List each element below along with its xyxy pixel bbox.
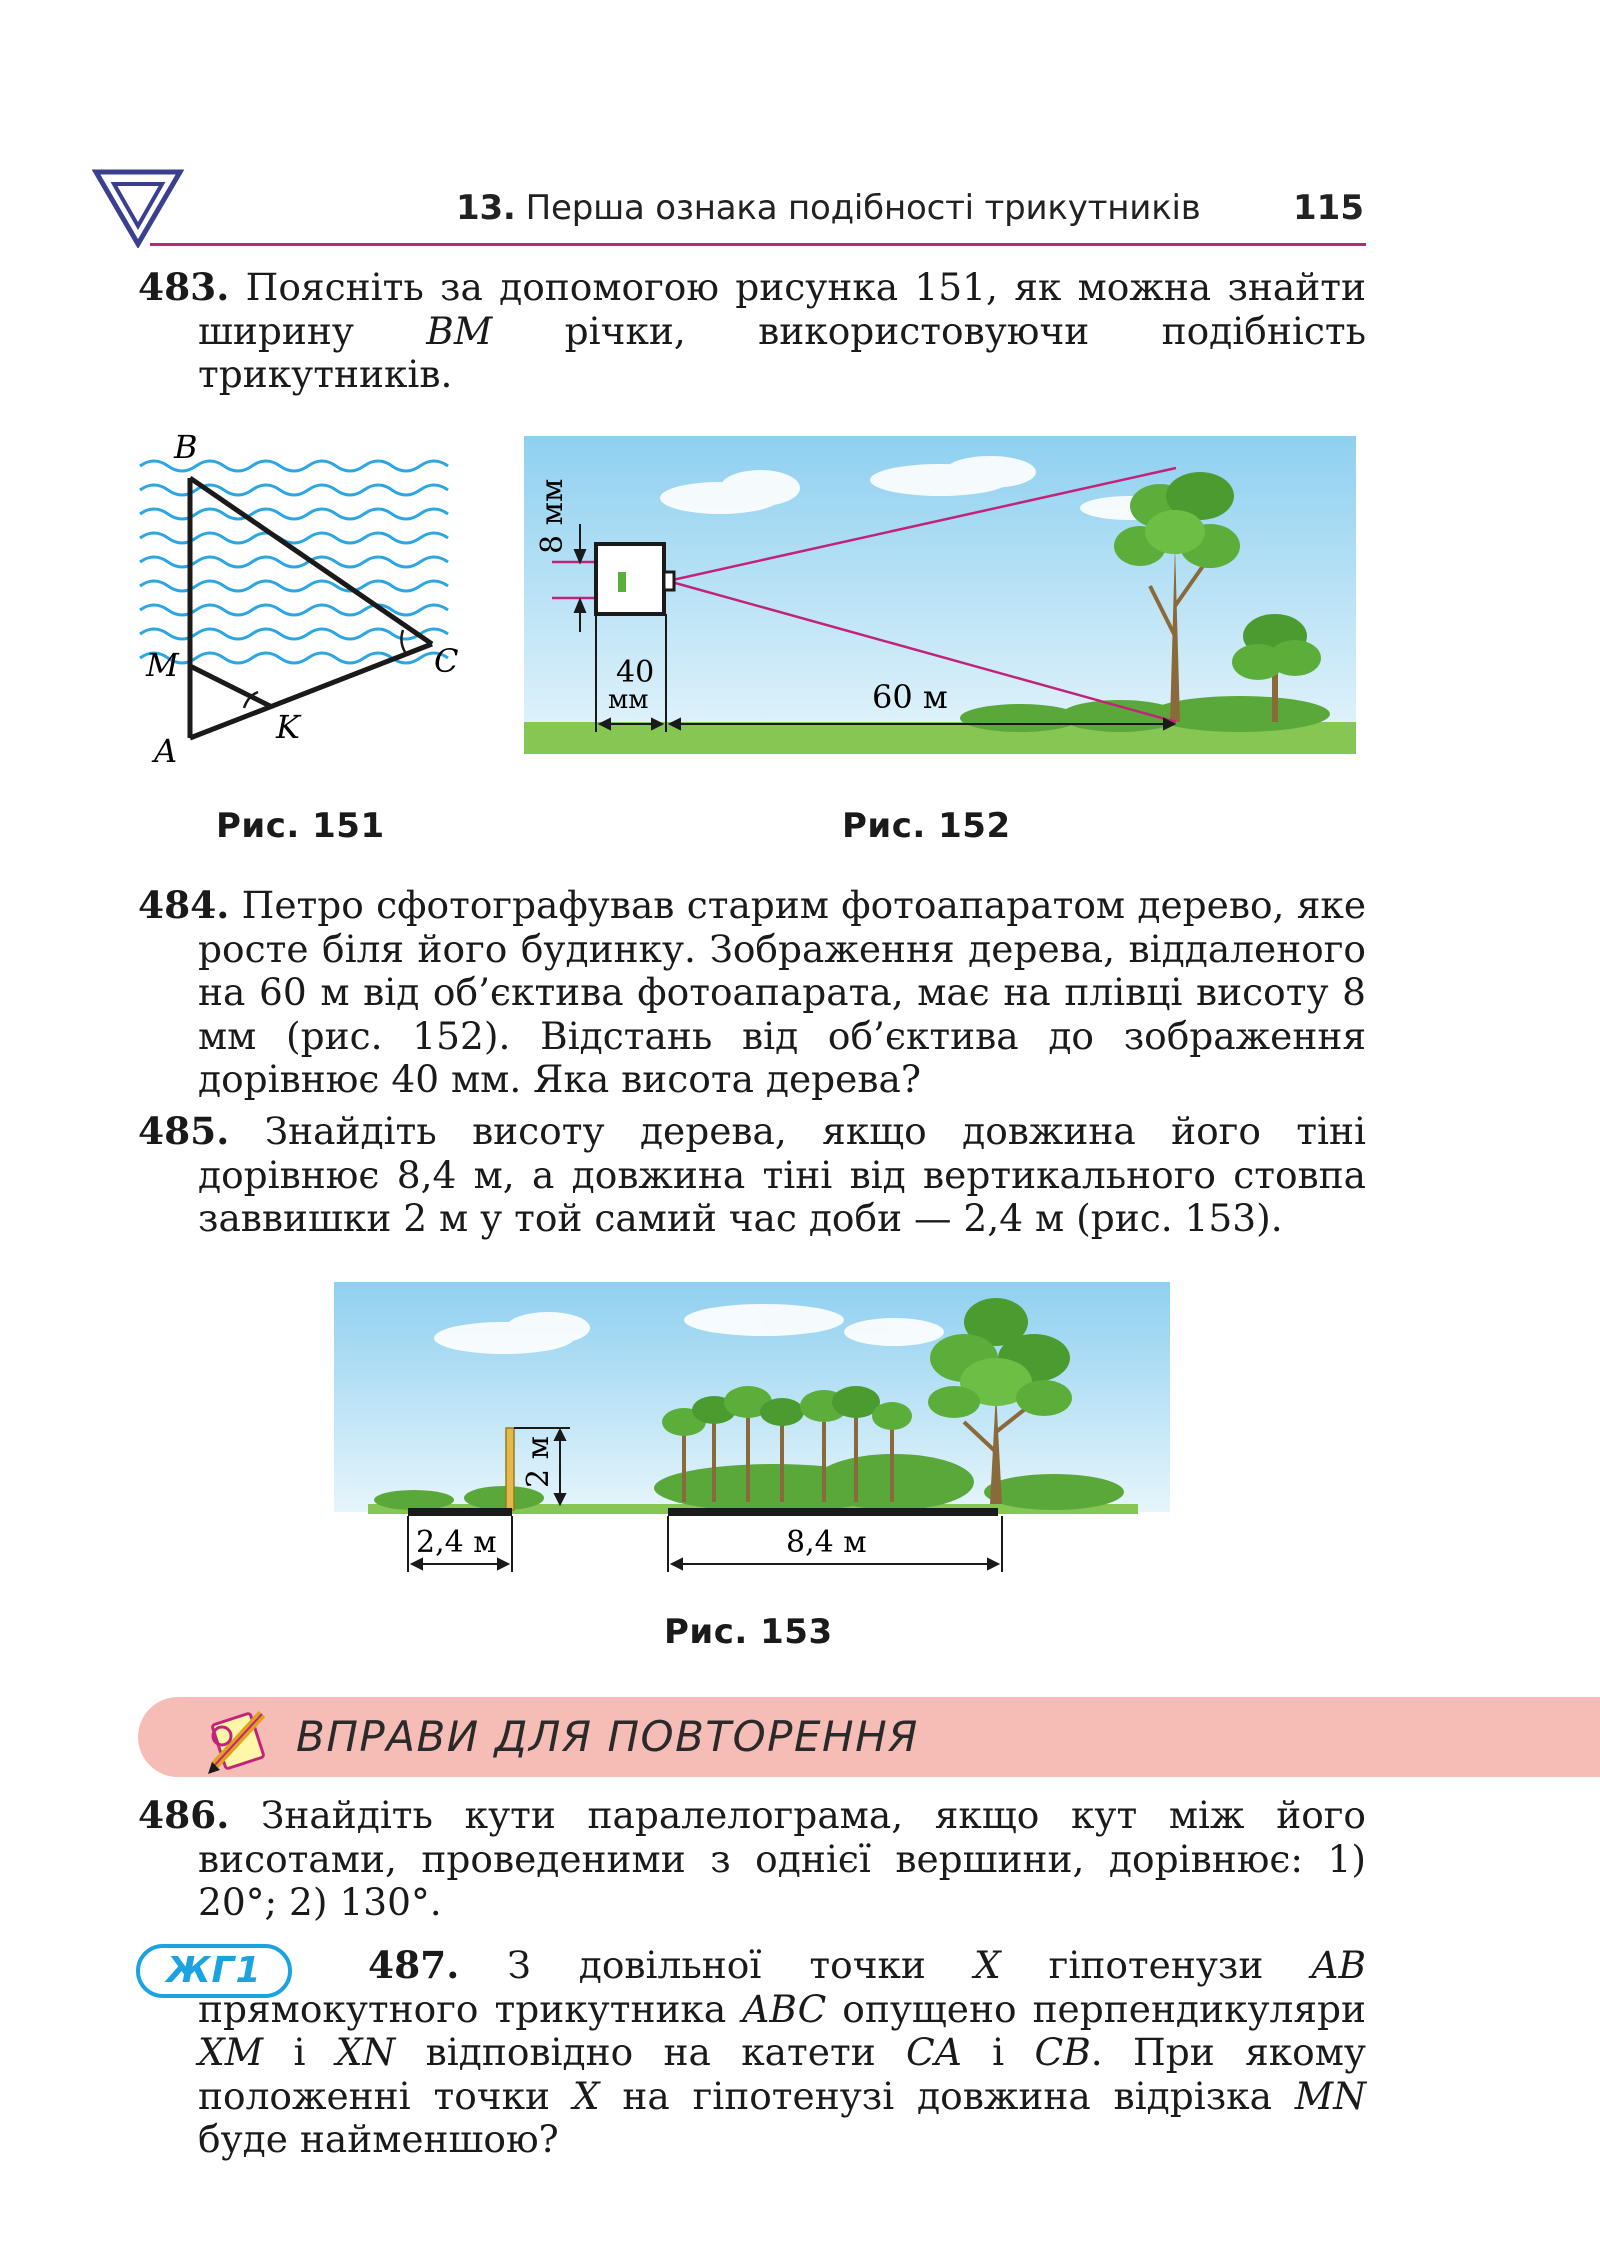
section-number: 13.: [456, 188, 516, 228]
caption-fig-152: Рис. 152: [842, 806, 1011, 846]
shadow-dimensions: [408, 1516, 1002, 1572]
problem-483: 483. Поясніть за допомогою рисунка 151, як можна знайти ширину BM річки, використовуючи подібність трикутників.: [138, 265, 1366, 396]
label-b: B: [174, 428, 198, 466]
section-title-exercises: ВПРАВИ ДЛЯ ПОВТОРЕННЯ: [296, 1712, 919, 1761]
label-a: A: [154, 732, 178, 766]
pole-shadow: [408, 1508, 512, 1516]
zg1-badge: ЖГ1: [136, 1944, 292, 1998]
triangle-logo-icon: [92, 168, 184, 248]
angle-c-arc: [401, 630, 405, 652]
label-8mm: 8 мм: [535, 478, 570, 554]
figure-151: [130, 426, 480, 766]
label-40: 40: [616, 655, 655, 690]
problem-number: 483.: [138, 265, 230, 309]
label-c: C: [434, 642, 459, 680]
problem-486: 486. Знайдіть кути паралелограма, якщо кут між його висотами, проведеними з однієї вершини, дорівнює: 1) 20°; 2) 130°.: [138, 1793, 1366, 1924]
page-number: 115: [1293, 188, 1364, 228]
problem-number: 487.: [368, 1943, 460, 1987]
problem-485: 485. Знайдіть висоту дерева, якщо довжина його тіні дорівнює 8,4 м, а довжина тіні від вертикального стовпа заввишки 2 м у той самий час доби — 2,4 м (рис. 153).: [138, 1109, 1366, 1240]
caption-fig-153: Рис. 153: [664, 1612, 833, 1652]
pencil-notebook-icon: [200, 1700, 280, 1780]
problem-number: 485.: [138, 1109, 230, 1153]
problem-487: 487. З довільної точки X гіпотенузи AB прямокутного трикутника ABC опущено перпендикуляри XM і XN відповідно на катети CA і CB. При якому положенні точки X на гіпотенузі довжина відрізка MN буде найменшою?: [198, 1943, 1367, 2161]
caption-fig-151: Рис. 151: [216, 806, 385, 846]
label-2m: 2 м: [521, 1436, 556, 1488]
label-k: K: [276, 708, 300, 746]
label-60m: 60 м: [872, 678, 948, 716]
pole: [506, 1428, 514, 1510]
figure-153: [334, 1282, 1174, 1582]
label-m: M: [146, 646, 179, 684]
header-rule: [150, 243, 1366, 246]
problem-number: 484.: [138, 883, 230, 927]
section-title: Перша ознака подібності трикутників: [525, 188, 1201, 228]
tree-shadow: [668, 1508, 998, 1516]
running-header: [456, 188, 1201, 228]
camera-icon: [596, 544, 674, 614]
problem-484: 484. Петро сфотографував старим фотоапаратом дерево, яке росте біля його будинку. Зображення дерева, віддаленого на 60 м від об’єктива фотоапарата, має на плівці висоту 8 мм (рис. 152). Відстань від об’єктива до зображення дорівнює 40 мм. Яка висота дерева?: [138, 883, 1367, 1101]
problem-number: 486.: [138, 1793, 230, 1837]
label-2-4m: 2,4 м: [416, 1525, 497, 1560]
label-mm: мм: [608, 685, 649, 715]
label-8-4m: 8,4 м: [786, 1525, 867, 1560]
figure-152: [520, 436, 1360, 760]
